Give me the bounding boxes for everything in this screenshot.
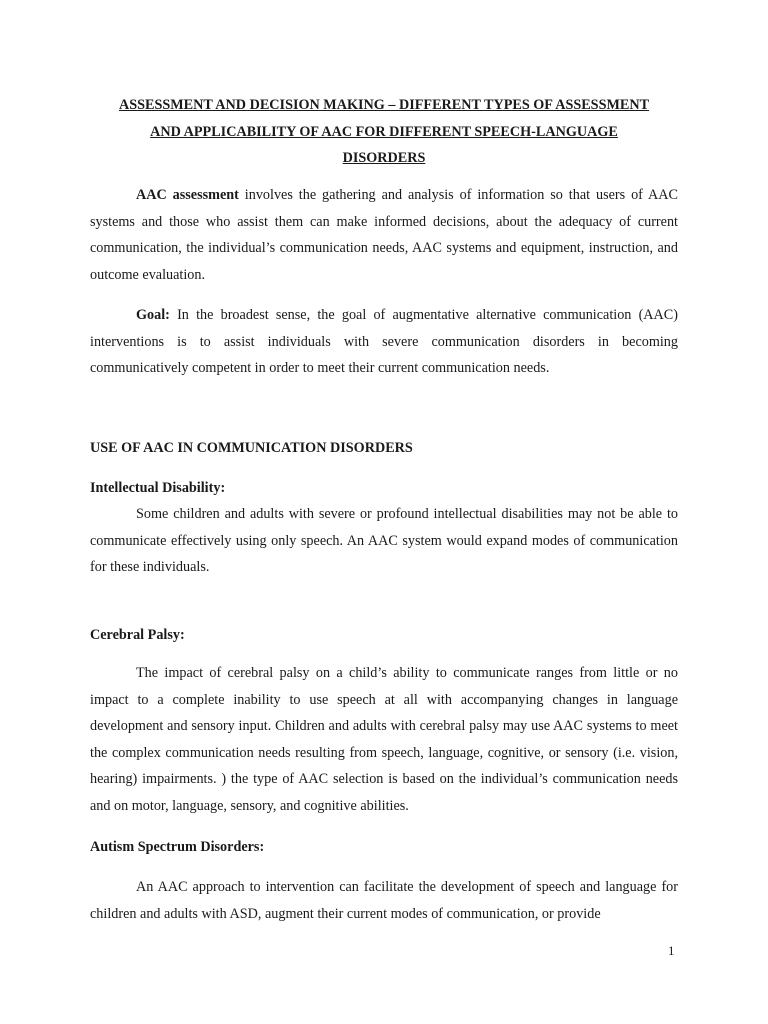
intellectual-disability-paragraph xyxy=(90,501,678,581)
title-line-1: ASSESSMENT AND DECISION MAKING – DIFFERENT TYPES OF ASSESSMENT xyxy=(118,97,650,113)
cerebral-palsy-text: The impact of cerebral palsy on a child’s ability to communicate ranges from little or no impact to a complete inability to use speech at all with accompanying changes in language development and sensory input. Children and adults with cerebral palsy may use AAC systems to meet the complex communication needs resulting from speech, language, cognitive, or sensory (i.e. vision, hearing) impairments. ) the type of AAC selection is based on the individual’s communication needs and on motor, language, sensory, and cognitive abilities. xyxy=(90,665,678,814)
autism-text: An AAC approach to intervention can facilitate the development of speech and language for children and adults with ASD, augment their current modes of communication, or provide xyxy=(90,879,678,922)
intellectual-disability-heading: Intellectual Disability: xyxy=(90,480,226,496)
intellectual-disability-text: Some children and adults with severe or profound intellectual disabilities may not be able to communicate effectively using only speech. An AAC system would expand modes of communication for these individuals. xyxy=(90,506,678,575)
page-number: 1 xyxy=(668,943,675,958)
autism-heading: Autism Spectrum Disorders: xyxy=(90,839,265,855)
aac-assessment-paragraph xyxy=(90,182,678,288)
title-line-2: AND APPLICABILITY OF AAC FOR DIFFERENT SPEECH-LANGUAGE xyxy=(150,123,618,140)
aac-assessment-text: involves the gathering and analysis of information so that users of AAC systems and those who assist them can make informed decisions, about the adequacy of current communication, the individual’s communication needs, AAC systems and equipment, instruction, and outcome evaluation. xyxy=(90,187,678,283)
goal-term: Goal: xyxy=(136,307,170,323)
goal-text: In the broadest sense, the goal of augmentative alternative communication (AAC) interventions is to assist individuals with severe communication disorders in becoming communicatively competent in order to meet their current communication needs. xyxy=(90,307,678,376)
cerebral-palsy-heading: Cerebral Palsy: xyxy=(90,627,185,643)
title-line-3: DISORDERS xyxy=(342,150,426,166)
section-heading: USE OF AAC IN COMMUNICATION DISORDERS xyxy=(90,440,413,456)
document-title xyxy=(90,92,678,172)
cerebral-palsy-paragraph xyxy=(90,660,678,819)
goal-paragraph xyxy=(90,302,678,382)
aac-assessment-term: AAC assessment xyxy=(136,187,239,203)
autism-paragraph xyxy=(90,874,678,927)
